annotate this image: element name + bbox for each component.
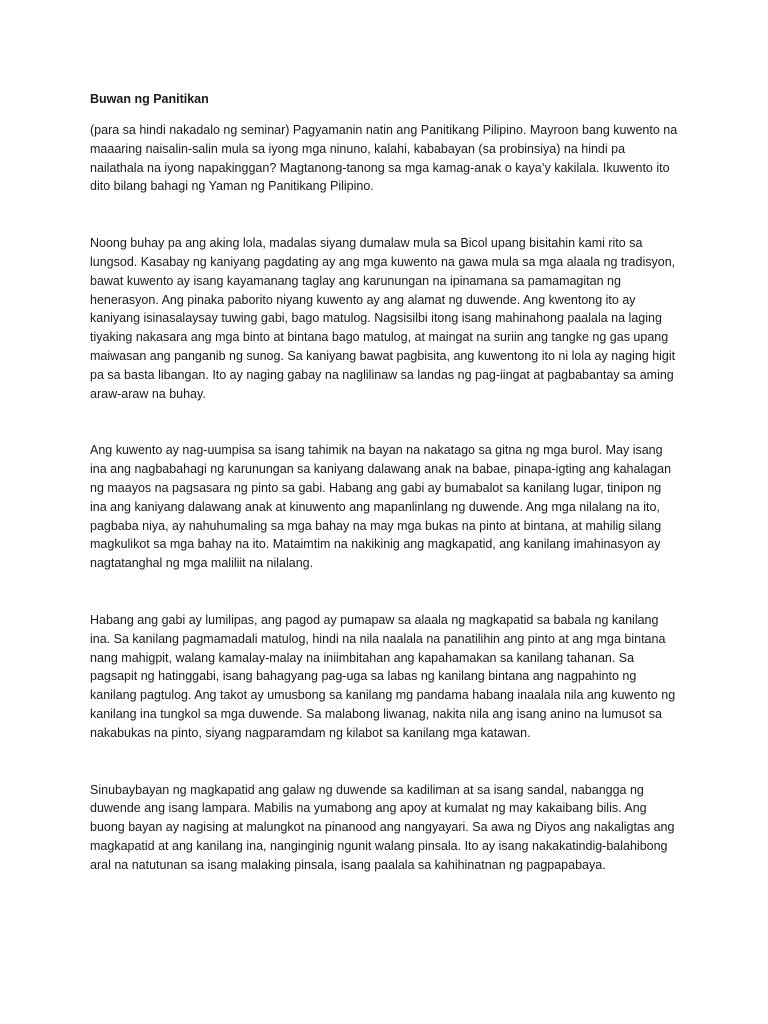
story-paragraph-3: Habang ang gabi ay lumilipas, ang pagod ay pumapaw sa alaala ng magkapatid sa babala ng kanilang ina. Sa kanilang pagmamadali matulog, hindi na nila naalala na panatilihin ang pinto at ang mga bintana nang mahigpit, walang kamalay-malay na iniimbitahan ang kapahamakan sa kanilang tahanan. Sa pagsapit ng hatinggabi, isang bahagyang pag-uga sa labas ng kanilang bintana ang nagpahinto ng kanilang pagtulog. Ang takot ay umusbong sa kanilang mg pandama habang inaalala nila ang kuwento ng kanilang ina tungkol sa mga duwende. Sa malabong liwanag, nakita nila ang isang anino na lumusot sa nakabukas na pinto, siyang nagparamdam ng kilabot sa kanilang mga katawan. (90, 612, 676, 740)
document-body (90, 90, 680, 875)
story-paragraph-2: Ang kuwento ay nag-uumpisa sa isang tahimik na bayan na nakatago sa gitna ng mga burol. May isang ina ang nagbabahagi ng karunungan sa kaniyang dalawang anak na babae, pinapa-igting ang kahalagan ng maayos na pagsasara ng pinto sa gabi. Habang ang gabi ay bumabalot sa kanilang lugar, tinipon ng ina ang kaniyang dalawang anak at kinuwento ang mapanlinlang ng duwende. Ang mga nilalang na ito, pagbaba niya, ay nahuhumaling sa mga bahay na may mga bukas na pinto at bintana, at mahilig silang magkulikot sa mga bahay na ito. Mataimtim na nakikinig ang magkapatid, ang kanilang imahinasyon ay nagtatanghal ng mga maliliit na nilalang. (90, 443, 672, 571)
intro-paragraph: (para sa hindi nakadalo ng seminar) Pagyamanin natin ang Panitikang Pilipino. Mayroon bang kuwento na maaaring naisalin-salin mula sa iyong mga ninuno, kalahi, kababayan (sa probinsiya) na hindi pa nailathala na iyong napakinggan? Magtanong-tanong sa mga kamag-anak o kaya’y kakilala. Ikuwento ito dito bilang bahagi ng Yaman ng Panitikang Pilipino. (90, 123, 678, 194)
paragraph-spacer (90, 196, 680, 234)
paragraph-spacer (90, 573, 680, 611)
paragraph-spacer (90, 743, 680, 781)
document-title: Buwan ng Panitikan (90, 92, 209, 106)
story-paragraph-1: Noong buhay pa ang aking lola, madalas siyang dumalaw mula sa Bicol upang bisitahin kami rito sa lungsod. Kasabay ng kaniyang pagdating ay ang mga kuwento na gawa mula sa mga alaala ng tradisyon, bawat kuwento ay isang kayamanang taglay ang karunungan na ipinamana sa pamamagitan ng henerasyon. Ang pinaka paborito niyang kuwento ay ang alamat ng duwende. Ang kwentong ito ay kaniyang isinasalaysay tuwing gabi, bago matulog. Nagsisilbi itong isang mahinahong paalala na laging tiyaking nakasara ang mga binto at bintana bago matulog, at maingat na suriin ang tangke ng gas upang maiwasan ang panganib ng sunog. Sa kaniyang bawat pagbisita, ang kuwentong ito ni lola ay naging higit pa sa basta libangan. Ito ay naging gabay na naglilinaw sa landas ng pag-iingat at pagbabantay sa aming araw-araw na buhay. (90, 236, 676, 401)
paragraph-spacer (90, 403, 680, 441)
story-paragraph-4: Sinubaybayan ng magkapatid ang galaw ng duwende sa kadiliman at sa isang sandal, nabangga ng duwende ang isang lampara. Mabilis na yumabong ang apoy at kumalat ng may kakaibang bilis. Ang buong bayan ay nagising at malungkot na pinanood ang nangyayari. Sa awa ng Diyos ang nakaligtas ang magkapatid at ang kanilang ina, nanginginig ngunit walang pinsala. Ito ay isang nakakatindig-balahibong aral na natutunan sa isang malaking pinsala, isang paalala sa kahihinatnan ng pagpapabaya. (90, 782, 675, 872)
